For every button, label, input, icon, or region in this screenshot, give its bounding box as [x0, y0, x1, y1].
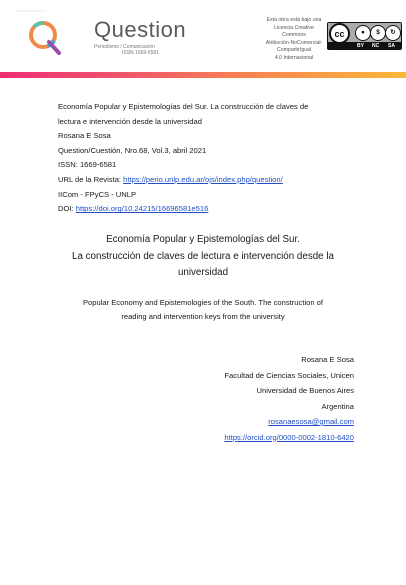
author-faculty: Facultad de Ciencias Sociales, Unicen	[224, 370, 354, 380]
author-country: Argentina	[321, 401, 354, 411]
meta-doi-line	[58, 202, 368, 217]
cc-icon: cc	[329, 23, 350, 44]
cc-label: SA	[388, 43, 395, 49]
brand-subtitle	[94, 44, 184, 56]
license-text	[262, 17, 326, 62]
sa-icon: ↻	[385, 25, 401, 41]
article-title-en	[40, 296, 366, 324]
brand-name: Question	[94, 17, 187, 42]
journal-header	[0, 0, 406, 75]
author-university: Universidad de Buenos Aires	[256, 386, 354, 395]
header-divider	[0, 72, 406, 78]
cc-label: BY	[357, 43, 364, 49]
by-icon: ●	[355, 25, 371, 41]
meta-institution: IICom - FPyCS - UNLP	[58, 189, 137, 199]
question-logo-icon	[12, 8, 74, 63]
nc-icon: $	[370, 25, 386, 41]
author-orcid-line	[104, 430, 354, 446]
meta-issue: Question/Cuestión, Nro.68, Vol.3, abril 2021	[58, 145, 207, 155]
meta-url-line	[58, 173, 368, 188]
url-label: URL de la Revista:	[58, 174, 124, 184]
doi-link[interactable]: https://doi.org/10.24215/16696581e516	[75, 204, 209, 214]
journal-url-link[interactable]: https://perio.unlp.edu.ar/ojs/index.php/question/	[123, 174, 283, 184]
title-es-line: Economía Popular y Epistemologías del Sur.	[106, 234, 300, 245]
meta-issn: ISSN: 1669-6581	[58, 160, 117, 170]
brand-issn: ISSN 1669-6581	[122, 50, 159, 56]
license-line: Atribución-NoComercial-CompartirIgual	[265, 39, 323, 53]
cc-labels	[353, 42, 402, 50]
cc-license-badge[interactable]	[327, 22, 402, 50]
meta-title-line: lectura e intervención desde la universidad	[58, 116, 202, 126]
license-line: Licencia Creative Commons	[274, 24, 314, 38]
title-en-line: Popular Economy and Epistemologies of the South. The construction of	[82, 298, 324, 307]
author-name: Rosana E Sosa	[301, 355, 354, 364]
license-line: 4.0 Internacional	[274, 54, 314, 61]
author-email-link[interactable]: rosanaesosa@gmail.com	[268, 417, 354, 426]
doi-label: DOI:	[58, 204, 76, 214]
orcid-link[interactable]: https://orcid.org/0000-0002-1810-6420	[224, 432, 354, 442]
license-line: Esta obra está bajo una	[266, 17, 322, 23]
citation-metadata	[58, 100, 368, 217]
brand-sub-line: Periodismo / Comunicación	[94, 44, 155, 50]
meta-title-line: Economía Popular y Epistemologías del Sur. La construcción de claves de	[58, 102, 309, 111]
cc-label: NC	[372, 43, 380, 49]
title-en-line: reading and intervention keys from the university	[121, 312, 285, 321]
author-block	[104, 352, 354, 445]
title-es-line: universidad	[177, 267, 229, 278]
article-title-es	[40, 232, 366, 282]
meta-author: Rosana E Sosa	[58, 131, 111, 141]
author-email-line	[104, 414, 354, 430]
title-es-line: La construcción de claves de lectura e intervención desde la	[72, 250, 334, 262]
